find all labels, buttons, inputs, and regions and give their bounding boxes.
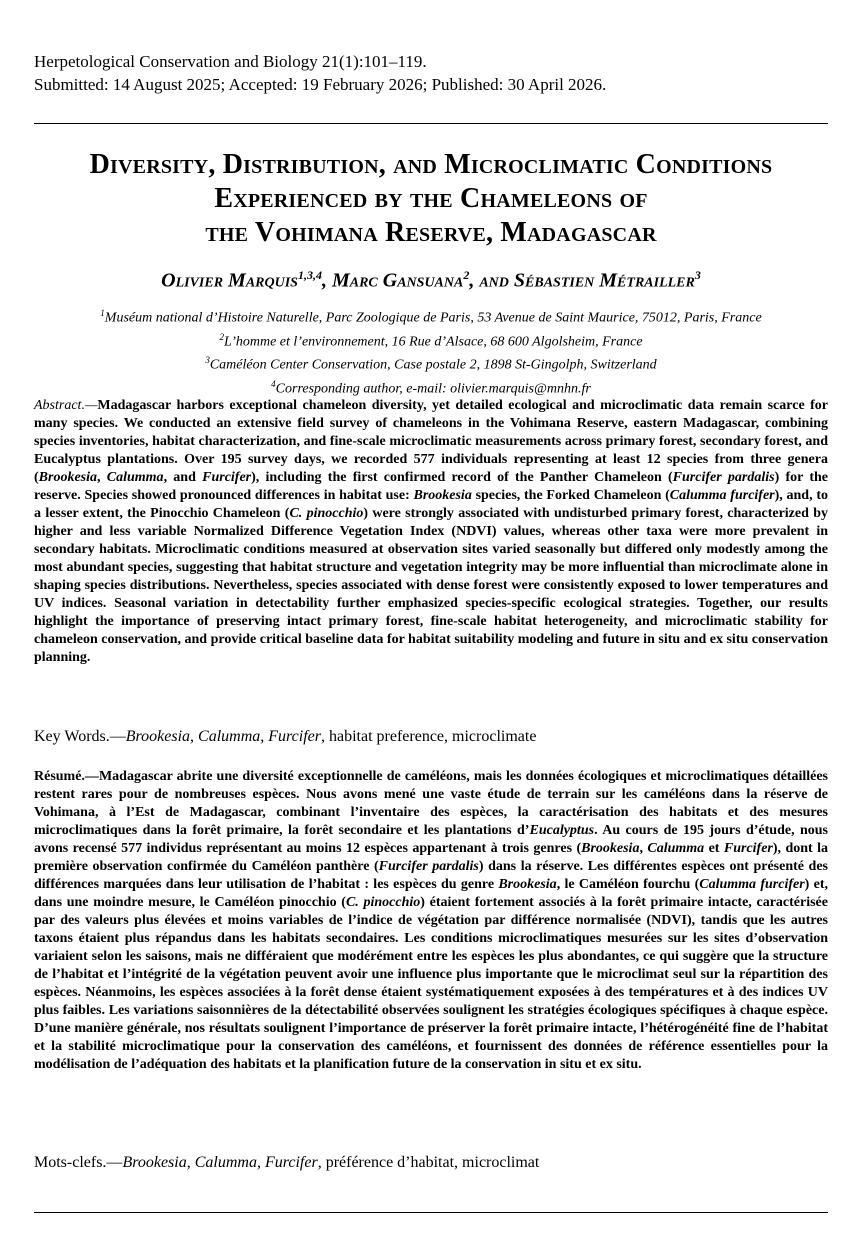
mots-clefs xyxy=(34,1153,828,1173)
taxon-name: Furcifer xyxy=(268,728,321,745)
author-name: Marc Gansuana xyxy=(331,269,464,292)
publication-dates: Submitted: 14 August 2025; Accepted: 19 February 2026; Published: 30 April 2026. xyxy=(34,75,607,94)
affiliation-marker: 3 xyxy=(205,355,210,366)
key-words-label: Key Words.— xyxy=(34,728,126,745)
top-rule xyxy=(34,123,828,124)
text-run: ), and, to a lesser extent, the Pinocchio Chameleon ( xyxy=(34,488,828,521)
affiliation-text: Corresponding author, e-mail: olivier.marquis@mnhn.fr xyxy=(275,381,591,397)
text-run: , xyxy=(639,841,648,856)
journal-header xyxy=(34,50,606,96)
text-run: , xyxy=(260,728,269,745)
text-run: ), including the first confirmed record of the Panther Chameleon ( xyxy=(251,470,673,485)
author-name: Sébastien Métrailler xyxy=(513,269,695,292)
text-run: ) dans la réserve. Les différentes espèces ont présenté des différences marquées dans leur utilisation de l’habitat : les espèces du genre xyxy=(34,859,828,892)
affiliation-marker: 2 xyxy=(219,331,224,342)
author-name: Olivier Marquis xyxy=(161,269,298,292)
article-title xyxy=(34,148,828,250)
title-line-2: Experienced by the Chameleons of xyxy=(214,183,648,214)
author-separator: , and xyxy=(469,269,514,292)
affiliation-marker: 1 xyxy=(100,308,105,318)
text-run: Madagascar abrite une diversité exceptionnelle de caméléons, mais les données écologiques et microclimatiques détaillées restent rares pour de nombreuses espèces. Nous avons mené une vaste étude de terrain sur les caméléons dans la réserve de Vohimana, à l’Est de Madagascar, combinant l’inventaire des espèces, la caractérisation des habitats et des mesures microclimatiques dans la forêt primaire, la forêt secondaire et les plantations d’ xyxy=(34,769,828,838)
taxon-name: Brookesia xyxy=(413,488,472,503)
affiliation-line xyxy=(34,304,828,328)
affiliation-line xyxy=(34,351,828,375)
author-affiliation-marker: 2 xyxy=(463,268,470,282)
taxon-name: Brookesia xyxy=(122,1154,187,1171)
author-affiliation-marker: 3 xyxy=(694,268,701,282)
taxon-name: Brookesia xyxy=(498,877,557,892)
text-run: , xyxy=(186,1154,195,1171)
author-affiliation-marker: 1,3,4 xyxy=(297,268,322,282)
text-run: ) étaient fortement associés à la forêt primaire intacte, caractérisée par des valeurs plus élevées et moins variables de l’indice de végétation par différence normalisée (NDVI), tandis que les autres taxons étaient plus répandus dans les habitats secondaires. Les conditions microclimatiques mesurées sur les sites d’observation variaient selon les saisons, mais ne différaient que modérément entre les espèces les plus abondantes, ce qui suggère que la structure de l’habitat et l’intégrité de la végétation peuvent avoir une influence plus importante que le microclimat seul sur la répartition des espèces. Néanmoins, les espèces associées à la forêt dense étaient systématiquement exposées à des températures et à des indices UV plus faibles. Les variations saisonnières de la détectabilité observées soulignent les stratégies écologiques spécifiques à chaque espèce. D’une manière générale, nos résultats soulignent l’importance de préserver la forêt primaire intacte, l’hétérogénéité fine de l’habitat et la stabilité microclimatique pour la conservation des caméléons, et fournissent des données de référence essentielles pour la modélisation de l’adéquation des habitats et la planification future de la conservation in situ et ex situ. xyxy=(34,895,828,1072)
taxon-name: C. pinocchio xyxy=(345,895,421,910)
abstract xyxy=(34,397,828,667)
taxon-name: Calumma furcifer xyxy=(699,877,805,892)
resume-body xyxy=(34,769,828,1072)
text-run: , préférence d’habitat, microclimat xyxy=(317,1154,540,1171)
mots-clefs-label: Mots-clefs.— xyxy=(34,1154,123,1171)
text-run: ) were strongly associated with undisturbed primary forest, characterized by higher and less variable Normalized Difference Vegetation Index (NDVI) values, whereas other taxa were more prevalent in secondary habitats. Microclimatic conditions measured at observation sites varied seasonally but differed only modestly among the most abundant species, suggesting that habitat structure and vegetation integrity may be more influential than microclimate alone in shaping species distributions. Nevertheless, species associated with dense forest were consistently exposed to lower temperatures and UV indices. Seasonal variation in detectability further emphasized species-specific ecological strategies. Together, our results highlight the importance of preserving intact primary forest, fine-scale habitat heterogeneity, and microclimatic stability for chameleon conservation, and provide critical baseline data for habitat suitability modeling and future in situ and ex situ conservation planning. xyxy=(34,506,828,665)
text-run: , and xyxy=(163,470,203,485)
affiliation-line xyxy=(34,375,828,399)
taxon-name: Brookesia xyxy=(581,841,640,856)
title-line-3: the Vohimana Reserve, Madagascar xyxy=(205,217,657,248)
taxon-name: Calumma xyxy=(647,841,705,856)
taxon-name: Calumma xyxy=(106,470,164,485)
affiliation-text: Caméléon Center Conservation, Case postale 2, 1898 St-Gingolph, Switzerland xyxy=(209,357,657,373)
journal-citation: Herpetological Conservation and Biology 21(1):101–119. xyxy=(34,52,427,71)
text-run: ), dont la première observation confirmée du Caméléon panthère ( xyxy=(34,841,828,874)
mots-clefs-body xyxy=(122,1154,539,1171)
taxon-name: Furcifer xyxy=(723,841,773,856)
author-list xyxy=(34,262,828,294)
text-run: ) et, dans une moindre mesure, le Caméléon pinocchio ( xyxy=(34,877,828,910)
taxon-name: Brookesia xyxy=(38,470,98,485)
text-run: , xyxy=(256,1154,265,1171)
taxon-name: Eucalyptus xyxy=(529,823,595,838)
text-run: species, the Forked Chameleon ( xyxy=(471,488,670,503)
text-run: ) for the reserve. Species showed pronounced differences in habitat use: xyxy=(34,470,829,503)
taxon-name: Furcifer xyxy=(264,1154,318,1171)
bottom-rule xyxy=(34,1212,828,1213)
taxon-name: Brookesia xyxy=(125,728,191,745)
abstract-label: Abstract.— xyxy=(34,398,98,413)
key-words-body xyxy=(126,728,537,745)
taxon-name: Furcifer pardalis xyxy=(672,470,775,485)
affiliation-marker: 4 xyxy=(271,378,276,389)
author-separator: , xyxy=(321,269,332,292)
taxon-name: Calumma furcifer xyxy=(669,488,775,503)
taxon-name: Furcifer xyxy=(202,470,252,485)
taxon-name: C. pinocchio xyxy=(289,506,364,521)
affiliation-text: Muséum national d’Histoire Naturelle, Parc Zoologique de Paris, 53 Avenue de Saint Maurice, 75012, Paris, France xyxy=(104,310,762,326)
taxon-name: Calumma xyxy=(194,1154,257,1171)
resume-label: Résumé.— xyxy=(34,769,99,784)
text-run: , habitat preference, microclimate xyxy=(321,728,537,745)
text-run: , xyxy=(190,728,199,745)
title-line-1: Diversity, Distribution, and Microclimatic Conditions xyxy=(89,149,773,180)
affiliations xyxy=(34,304,828,399)
resume xyxy=(34,768,828,1074)
taxon-name: Calumma xyxy=(198,728,261,745)
affiliation-line xyxy=(34,328,828,352)
text-run: Madagascar harbors exceptional chameleon diversity, yet detailed ecological and microclimatic data remain scarce for many species. We conducted an extensive field survey of chameleons in the Vohimana Reserve, eastern Madagascar, combining species inventories, habitat characterization, and fine-scale microclimatic measurements across primary forest, secondary forest, and Eucalyptus plantations. Over 195 survey days, we recorded 577 individuals representing at least 12 species from three genera ( xyxy=(34,398,828,485)
taxon-name: Furcifer pardalis xyxy=(378,859,479,874)
key-words xyxy=(34,727,828,747)
abstract-body xyxy=(34,398,828,665)
text-run: , xyxy=(97,470,107,485)
text-run: , le Caméléon fourchu ( xyxy=(556,877,700,892)
text-run: et xyxy=(704,841,724,856)
affiliation-text: L’homme et l’environnement, 16 Rue d’Alsace, 68 600 Algolsheim, France xyxy=(223,334,643,350)
text-run: . Au cours de 195 jours d’étude, nous avons recensé 577 individus représentant au moins 12 espèces appartenant à trois genres ( xyxy=(34,823,829,856)
